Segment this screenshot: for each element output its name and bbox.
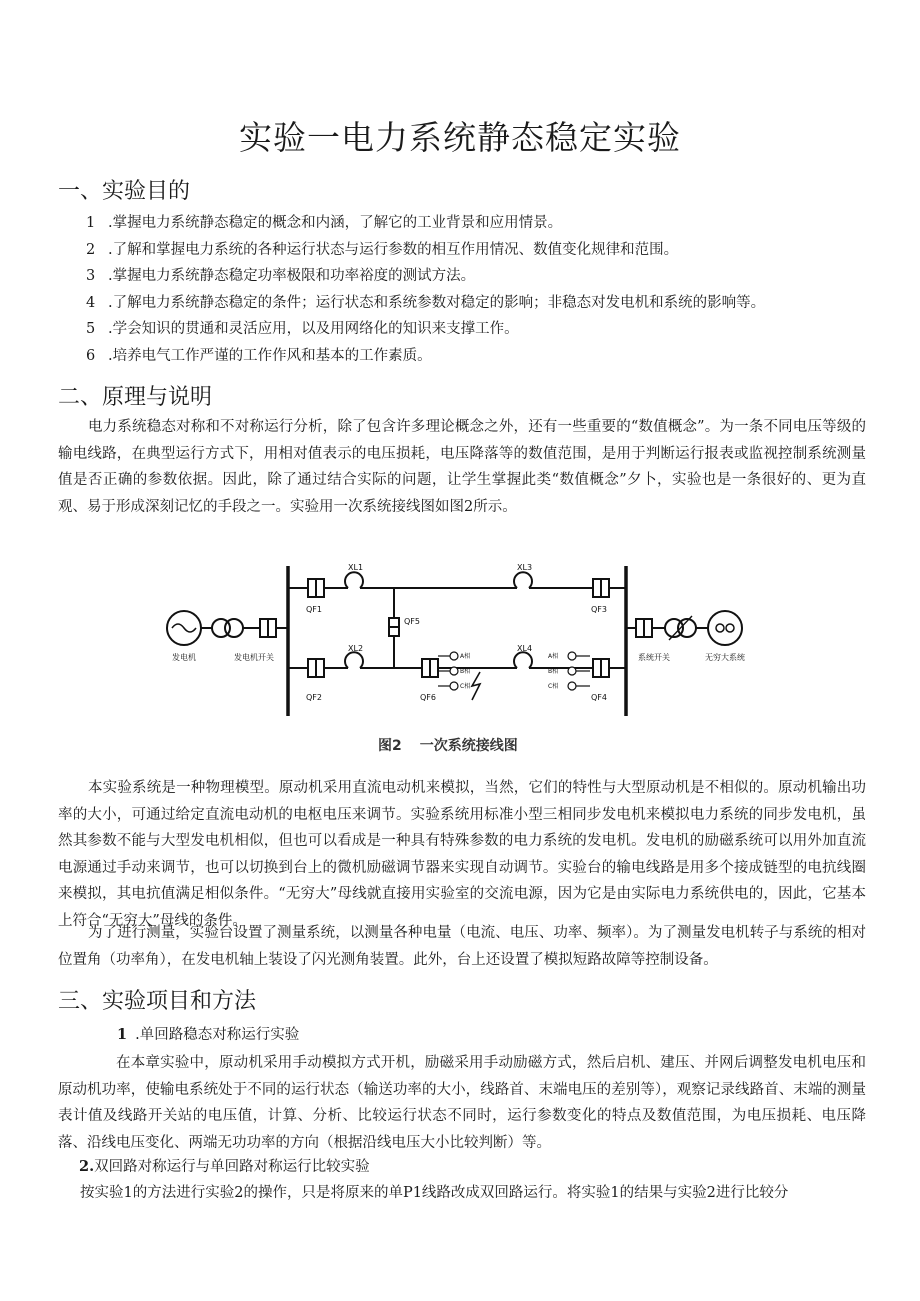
phase-c-left-label: C相 [460, 683, 471, 690]
list-item: 5 .学会知识的贯通和灵活应用，以及用网络化的知识来支撑工作。 [86, 321, 519, 337]
measurement-paragraph: 为了进行测量，实验台设置了测量系统，以测量各种电量（电流、电压、功率、频率）。为了测量发电机转子与系统的相对位置角（功率角），在发电机轴上装设了闪光测角装置。此外，台上还设置了模拟短路故障等控制设备。 [58, 925, 866, 968]
xl1-reactor [345, 572, 363, 588]
qf5-label: QF5 [404, 617, 420, 626]
figure-caption: 图2 一次系统接线图 [378, 738, 518, 754]
list-item: 3 .掌握电力系统静态稳定功率极限和功率裕度的测试方法。 [86, 268, 476, 284]
qf2-symbol [308, 659, 316, 677]
qf3-symbol [593, 579, 601, 597]
qf3-label: QF3 [591, 605, 607, 614]
item2-paragraph: 按实验1的方法进行实验2的操作，只是将原来的单P1线路改成双回路运行。将实验1的结果与实验2进行比较分 [80, 1185, 789, 1201]
phase-a-right-label: A相 [548, 653, 559, 660]
qf1-label: QF1 [306, 605, 322, 614]
infinite-system-symbol [708, 611, 742, 645]
phase-lamps-right [568, 652, 590, 690]
xl4-label: XL4 [517, 644, 533, 653]
qf6-symbol [422, 659, 430, 677]
phase-lamps-left [438, 652, 458, 690]
section-heading-methods: 三、实验项目和方法 [58, 989, 257, 1014]
list-item: 4 .了解电力系统静态稳定的条件；运行状态和系统参数对稳定的影响；非稳态对发电机和系统的影响等。 [86, 294, 766, 311]
objectives-list [86, 210, 886, 369]
xl4-reactor [514, 652, 532, 668]
one-line-diagram [150, 548, 790, 763]
generator-label: 发电机 [172, 653, 196, 662]
model-paragraph: 本实验系统是一种物理模型。原动机采用直流电动机来模拟，当然，它们的特性与大型原动机是不相似的。原动机输出功率的大小，可通过给定直流电动机的电枢电压来调节。实验系统用标准小型三相同步发电机来模拟电力系统的同步发电机，虽然其参数不能与大型发电机相似，但也可以看成是一种具有特殊参数的电力系统的发电机。发电机的励磁系统可以用外加直流电源通过手动来调节，也可以切换到台上的微机励磁调节器来实现自动调节。实验台的输电线路是用多个接成链型的电抗线圈来模拟，其电抗值满足相似条件。“无穷大”母线就直接用实验室的交流电源，因为它是由实际电力系统供电的，因此，它基本上符合“无穷大”母线的条件。 [58, 780, 866, 929]
list-item: 2 .了解和掌握电力系统的各种运行状态与运行参数的相互作用情况、数值变化规律和范围。 [86, 241, 679, 258]
sys-switch-symbol [636, 619, 644, 637]
section-heading-objectives: 一、实验目的 [58, 179, 191, 204]
xl1-label: XL1 [348, 563, 364, 572]
qf1-symbol [308, 579, 316, 597]
item2-title: 2.双回路对称运行与单回路对称运行比较实验 [79, 1158, 370, 1175]
qf6-label: QF6 [420, 693, 436, 702]
gen-switch-label: 发电机开关 [234, 653, 274, 662]
qf4-label: QF4 [591, 693, 607, 702]
qf2-label: QF2 [306, 693, 322, 702]
page-title: 实验一电力系统静态稳定实验 [239, 118, 681, 157]
qf5-symbol [389, 618, 399, 627]
gen-switch-symbol [260, 619, 268, 637]
section-heading-principle: 二、原理与说明 [58, 385, 213, 410]
principle-paragraph: 电力系统稳态对称和不对称运行分析，除了包含许多理论概念之外，还有一些重要的“数值概念”。为一条不同电压等级的输电线路，在典型运行方式下，用相对值表示的电压损耗，电压降落等的数值范围，是用于判断运行报表或监视控制系统测量值是否正确的参数依据。因此，除了通过结合实际的问题，让学生掌握此类“数值概念”夕卜，实验也是一条很好的、更为直观、易于形成深刻记忆的手段之一。实验用一次系统接线图如图2所示。 [58, 419, 866, 515]
xl2-label: XL2 [348, 644, 364, 653]
phase-b-right-label: B相 [548, 668, 559, 675]
phase-c-right-label: C相 [548, 683, 559, 690]
infinite-system-label: 无穷大系统 [705, 653, 745, 662]
item1-paragraph: 在本章实验中，原动机采用手动模拟方式开机，励磁采用手动励磁方式，然后启机、建压、并网后调整发电机电压和原动机功率，使输电系统处于不同的运行状态（输送功率的大小，线路首、末端电压的差别等），观察记录线路首、末端的测量表计值及线路开关站的电压值，计算、分析、比较运行状态不同时，运行参数变化的特点及数值范围，为电压损耗、电压降落、沿线电压变化、两端无功功率的方向（根据沿线电压大小比较判断）等。 [58, 1055, 866, 1151]
xl3-reactor [514, 572, 532, 588]
phase-b-left-label: B相 [460, 668, 471, 675]
list-item: 1 .掌握电力系统静态稳定的概念和内涵，了解它的工业背景和应用情景。 [86, 215, 563, 231]
item1-title: 1 .单回路稳态对称运行实验 [117, 1026, 300, 1043]
xl3-label: XL3 [517, 563, 533, 572]
phase-a-left-label: A相 [460, 653, 471, 660]
xl2-reactor [345, 652, 363, 668]
sys-switch-label: 系统开关 [638, 653, 670, 662]
qf4-symbol [593, 659, 601, 677]
list-item: 6 .培养电气工作严谨的工作作风和基本的工作素质。 [86, 347, 432, 364]
fault-symbol [472, 672, 480, 700]
